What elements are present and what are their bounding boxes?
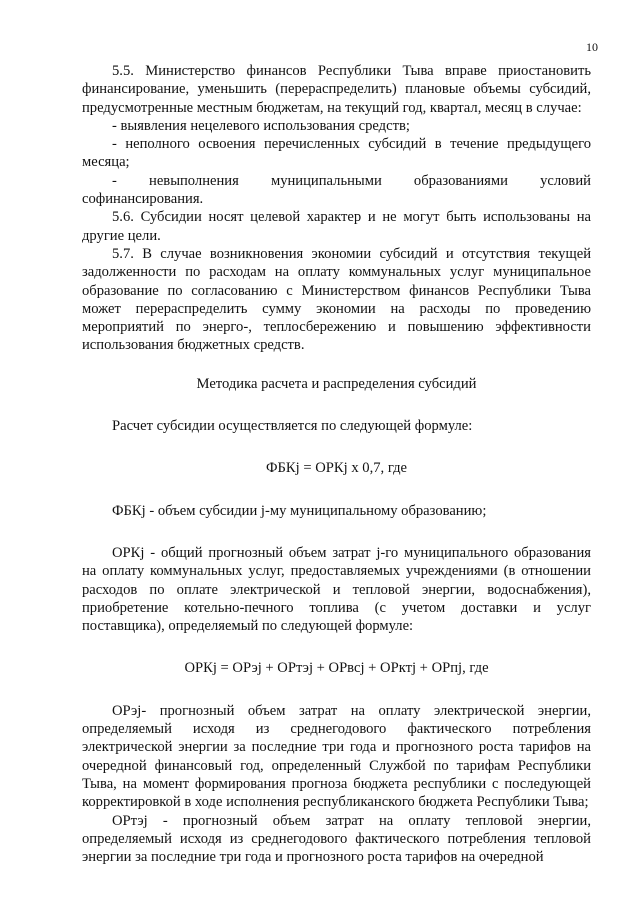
list-item-misuse: - выявления нецелевого использования средств; [112,117,410,134]
word: образованиями [413,172,508,189]
word: невыполнения [149,172,239,189]
page-number: 10 [586,40,598,54]
paragraph-5-6: 5.6. Субсидии носят целевой характер и не могут быть использованы на другие цели. [82,209,591,244]
definition-fbk: ФБКj - объем субсидии j-му муниципальному образованию; [112,502,487,519]
document-body [82,62,591,866]
paragraph-5-7: 5.7. В случае возникновения экономии субсидий и отсутствия текущей задолженности по расходам на оплату коммунальных услуг муниципальное образование по согласованию с Министерством финансов Республики Тыва может перераспределить сумму экономии на расходы по проведению мероприятий по энерго-, теплосбережению и повышению эффективности использования бюджетных средств. [82,245,591,354]
definition-ork: ОРКj - общий прогнозный объем затрат j-го муниципального образования на оплату коммунальных услуг, предоставляемых учреждениями (в отношении расходов по оплате электрической и тепловой энергии, водоснабжения), приобретение котельно-печного топлива (с учетом доставки и услуг поставщика), определяемый по следующей формуле: [82,544,591,635]
nonfulfilment-first-line [82,172,591,190]
formula-intro: Расчет субсидии осуществляется по следующей формуле: [112,418,473,435]
word: условий [540,172,591,189]
word: муниципальными [270,172,382,189]
section-heading: Методика расчета и распределения субсидий [196,375,477,392]
list-item-underuse: - неполного освоения перечисленных субсидий в течение предыдущего месяца; [82,136,591,171]
formula-subsidy: ФБКj = ОРКj х 0,7, где [266,460,407,477]
nonfulfilment-end: софинансирования. [82,191,204,208]
formula-ork: ОРКj = ОРэj + ОРтэj + ОРвсj + ОРктj + ОРпj, где [184,660,489,677]
paragraph-5-5: 5.5. Министерство финансов Республики Тыва вправе приостановить финансирование, уменьшить (перераспределить) плановые объемы субсидий, предусмотренные местным бюджетам, на текущий год, квартал, месяц в случае: [82,63,591,116]
list-item-nonfulfilment [82,172,591,190]
definition-ore: ОРэj- прогнозный объем затрат на оплату электрической энергии, определяемый исходя из среднегодового фактического потребления электрической энергии за последние три года и прогнозного роста тарифов на очередной финансовый год, определенный Службой по тарифам Республики Тыва, на момент формирования прогноза бюджета республики с последующей корректировкой в ходе исполнения республиканского бюджета Республики Тыва; [82,702,591,811]
word: - [112,172,117,189]
definition-orte: ОРтэj - прогнозный объем затрат на оплату тепловой энергии, определяемый исходя из среднегодового фактического потребления тепловой энергии за последние три года и прогнозного роста тарифов на очередной [82,812,591,866]
